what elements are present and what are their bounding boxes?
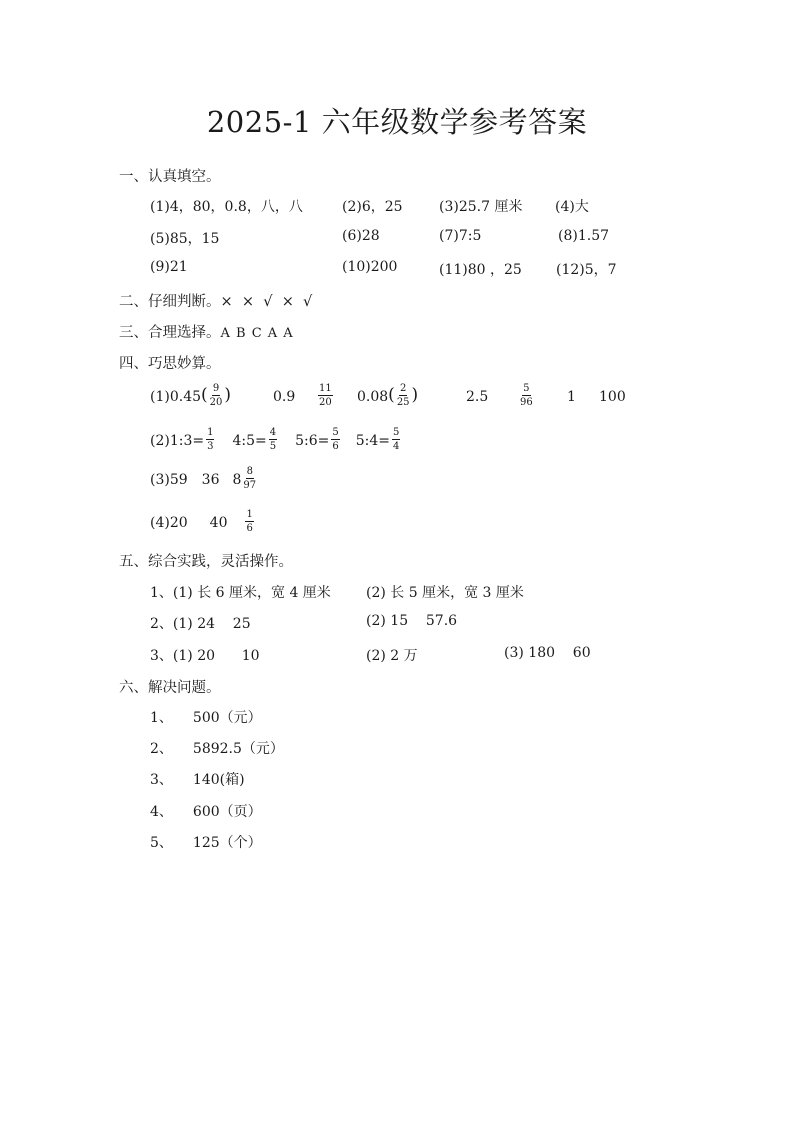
calc-1-frac2: [316, 383, 335, 411]
fill-answer-7: (7)7:5: [439, 228, 482, 244]
fill-answer-6: (6)28: [342, 228, 380, 244]
calc-row-1: [150, 383, 231, 411]
mixed-whole: 8: [232, 472, 242, 488]
practice-3a: 3、(1) 20 10: [150, 648, 260, 664]
calc-row-3: [150, 466, 258, 494]
fill-answer-11: (11)80 ，25: [439, 262, 522, 278]
section-6-heading: 六、解决问题。: [119, 680, 221, 696]
problem-answer: 125（个）: [192, 835, 262, 851]
problem-answer: 140(箱): [192, 772, 245, 788]
judge-answers: × × √ × √: [220, 294, 313, 310]
fill-answer-2: (2)6，25: [342, 199, 403, 215]
section-4-heading: 四、巧思妙算。: [119, 356, 221, 372]
problem-1: [150, 707, 262, 727]
fill-answer-10: (10)200: [342, 259, 398, 275]
fill-answer-3: (3)25.7 厘米: [439, 199, 523, 215]
calc-4b: 40: [209, 515, 228, 531]
fill-answer-12: (12)5，7: [556, 262, 617, 278]
problem-answer: 5892.5（元）: [192, 741, 284, 757]
practice-1a: 1、(1) 长 6 厘米，宽 4 厘米: [150, 585, 331, 601]
problem-5: [150, 832, 262, 852]
ratio-2: 4:5=: [232, 433, 267, 449]
paren-close: ): [411, 385, 419, 405]
fill-answer-1: (1)4，80，0.8，八，八: [150, 199, 303, 215]
calc-row-2: [150, 427, 402, 455]
fraction: $\frac{5}{4}$: [393, 427, 400, 452]
practice-3b: (2) 2 万: [366, 648, 418, 664]
fraction: $\frac{5}{6}$: [332, 427, 339, 452]
practice-2b: (2) 15 57.6: [366, 613, 458, 629]
page-title: 2025-1 六年级数学参考答案: [206, 105, 588, 139]
problem-3: [150, 769, 245, 789]
section-1-heading: 一、认真填空。: [119, 169, 221, 185]
problem-number: 5、: [150, 835, 173, 851]
problem-number: 3、: [150, 772, 173, 788]
fill-answer-8: (8)1.57: [558, 228, 610, 244]
ratio-4: 5:4=: [355, 433, 391, 449]
fraction: $\frac{9}{20}$: [209, 383, 223, 408]
problem-number: 4、: [150, 804, 173, 820]
problem-answer: 600（页）: [192, 804, 262, 820]
fill-answer-4: (4)大: [555, 199, 589, 215]
calc-1c: 0.08: [357, 389, 389, 405]
calc-1d: 2.5: [466, 389, 489, 405]
practice-2a: 2、(1) 24 25: [150, 616, 251, 632]
problem-answer: 500（元）: [192, 710, 262, 726]
paren-open: (: [201, 385, 208, 405]
section-3-label: 三、合理选择。: [119, 325, 221, 341]
problem-4: [150, 801, 262, 821]
ratio-3: 5:6=: [295, 433, 330, 449]
calc-1-frac4: [518, 383, 535, 411]
calc-row-4: [150, 509, 256, 537]
section-5-heading: 五、综合实践，灵活操作。: [119, 554, 293, 570]
calc-3a: (3)59: [150, 472, 188, 488]
calc-1c-group: [357, 383, 418, 411]
fraction: $\frac{1}{3}$: [207, 427, 214, 452]
paren-open: (: [388, 385, 395, 405]
fraction: $\frac{4}{5}$: [269, 427, 277, 452]
calc-4a: (4)20: [150, 515, 188, 531]
mixed-number: [232, 468, 258, 492]
fill-answer-5: (5)85，15: [150, 231, 220, 247]
calc-3b: 36: [201, 472, 220, 488]
problem-number: 2、: [150, 741, 173, 757]
calc-1g: 100: [599, 389, 626, 405]
problem-2: [150, 738, 284, 758]
fraction: $\frac{11}{20}$: [319, 383, 332, 408]
fill-answer-9: (9)21: [150, 259, 188, 275]
choice-answers: A B C A A: [220, 326, 294, 341]
calc-1e: 1: [567, 389, 576, 405]
calc-1b: 0.9: [273, 389, 296, 405]
fraction: $\frac{2}{25}$: [396, 383, 410, 408]
section-2-label: 二、仔细判断。: [119, 294, 221, 310]
fraction: $\frac{1}{6}$: [246, 509, 253, 534]
ratio-1: (2)1:3=: [150, 433, 205, 449]
practice-3c: (3) 180 60: [504, 645, 591, 661]
problem-number: 1、: [150, 710, 173, 726]
fraction: $\frac{8}{97}$: [243, 466, 257, 491]
practice-1b: (2) 长 5 厘米，宽 3 厘米: [366, 585, 524, 601]
section-2-heading: [119, 290, 312, 311]
section-3-heading: [119, 321, 294, 342]
fraction: $\frac{5}{96}$: [520, 383, 533, 408]
calc-1a: (1)0.45: [150, 389, 202, 405]
paren-close: ): [224, 385, 232, 405]
